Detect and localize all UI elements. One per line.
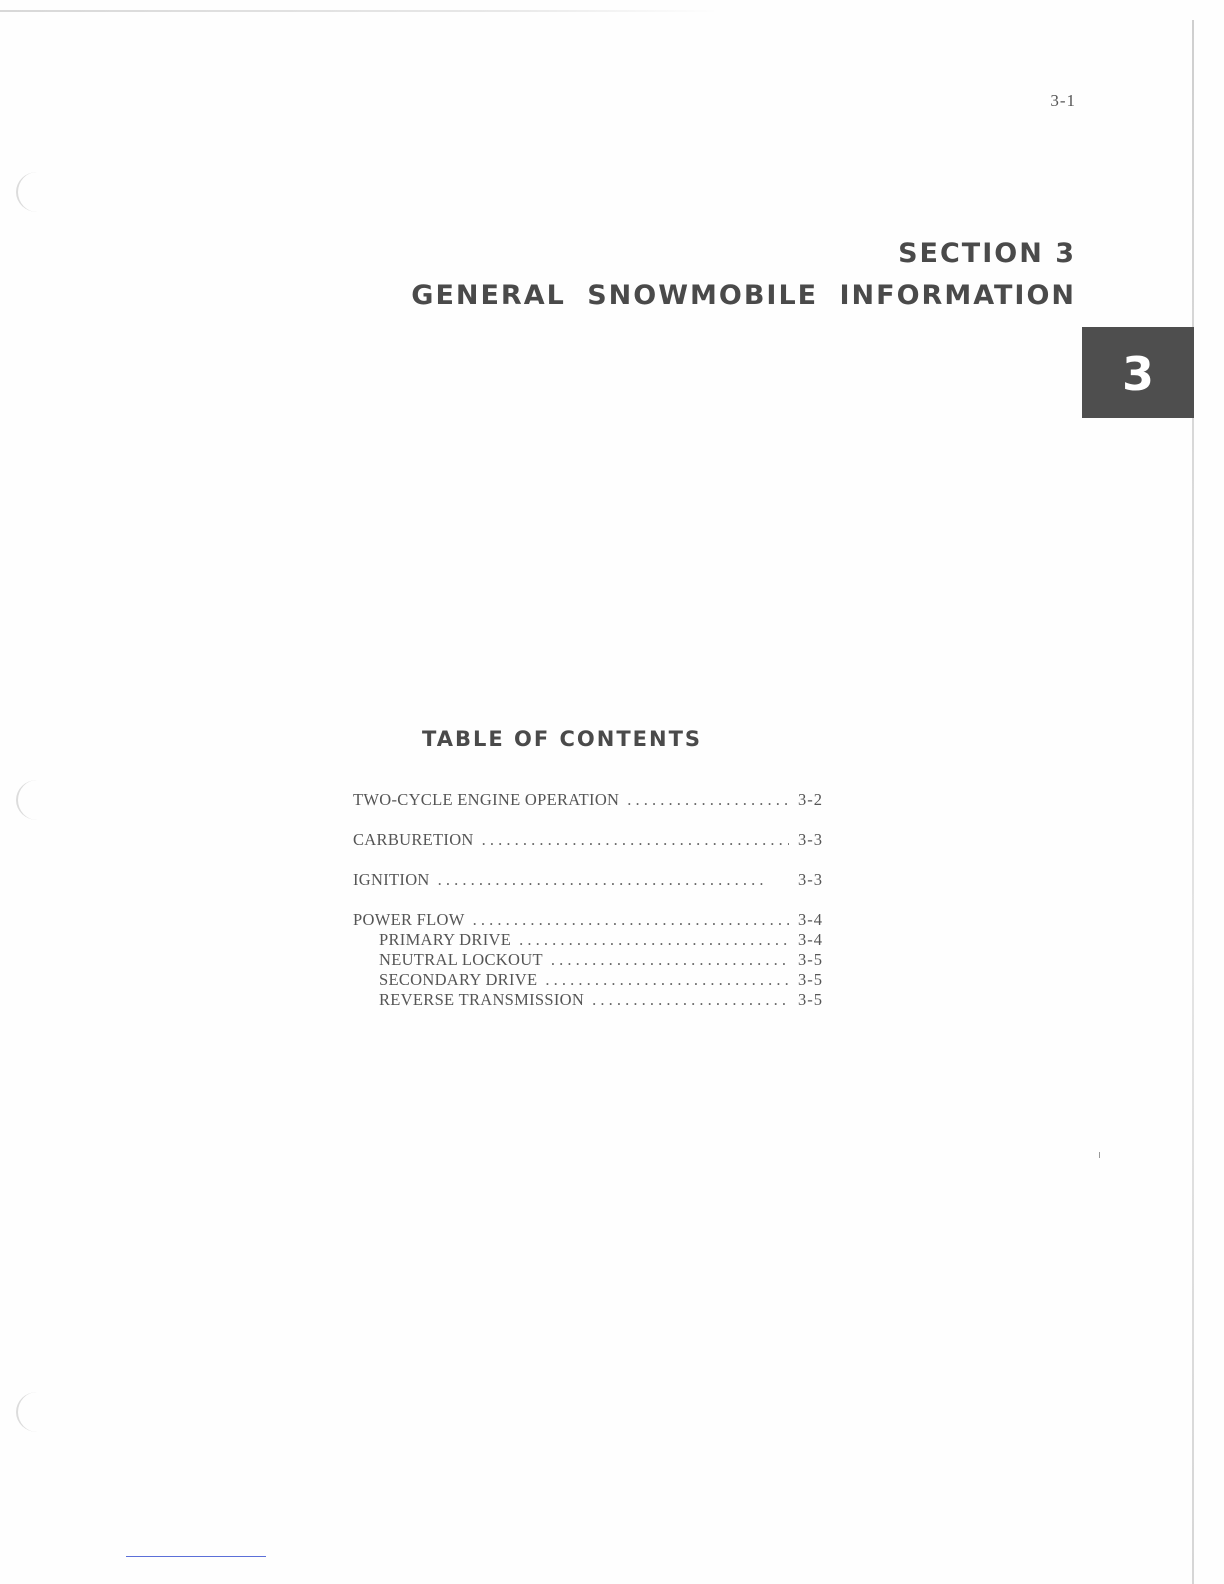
scan-speck bbox=[1099, 1152, 1100, 1158]
toc-entry-page: 3-3 bbox=[798, 870, 823, 889]
toc-dot-leader bbox=[430, 870, 789, 890]
footer-rule bbox=[126, 1556, 266, 1557]
table-of-contents bbox=[353, 790, 823, 1010]
section-tab-marker bbox=[1082, 327, 1194, 418]
toc-entry-label: SECONDARY DRIVE bbox=[379, 970, 538, 989]
toc-entry bbox=[353, 790, 823, 810]
binder-hole-icon bbox=[16, 172, 58, 212]
toc-entry-label: NEUTRAL LOCKOUT bbox=[379, 950, 543, 969]
toc-entry-page: 3-2 bbox=[798, 790, 823, 809]
toc-entry-page: 3-5 bbox=[798, 970, 823, 989]
toc-heading: TABLE OF CONTENTS bbox=[422, 727, 703, 751]
toc-entry-page: 3-4 bbox=[798, 910, 823, 929]
section-title: GENERAL SNOWMOBILE INFORMATION bbox=[411, 280, 1076, 311]
toc-dot-leader bbox=[474, 830, 789, 850]
binder-hole-icon bbox=[16, 780, 58, 820]
toc-entry-label: TWO-CYCLE ENGINE OPERATION bbox=[353, 790, 620, 809]
toc-dot-leader bbox=[511, 930, 789, 950]
toc-entry-page: 3-5 bbox=[798, 990, 823, 1009]
section-tab-number: 3 bbox=[1121, 346, 1154, 401]
section-heading: SECTION 3 bbox=[898, 238, 1076, 269]
toc-dot-leader bbox=[619, 790, 789, 810]
toc-subentry bbox=[353, 930, 823, 950]
toc-subentry bbox=[353, 990, 823, 1010]
toc-dot-leader bbox=[543, 950, 789, 970]
toc-entry-label: REVERSE TRANSMISSION bbox=[379, 990, 585, 1009]
binder-hole-icon bbox=[16, 1392, 58, 1432]
toc-entry bbox=[353, 910, 823, 930]
toc-subentry bbox=[353, 950, 823, 970]
toc-dot-leader bbox=[465, 910, 789, 930]
toc-entry bbox=[353, 870, 823, 890]
toc-entry-page: 3-3 bbox=[798, 830, 823, 849]
page-right-edge bbox=[1192, 20, 1194, 1584]
toc-entry bbox=[353, 830, 823, 850]
toc-entry-page: 3-4 bbox=[798, 930, 823, 949]
page-number: 3-1 bbox=[1050, 91, 1076, 110]
toc-dot-leader bbox=[584, 990, 789, 1010]
toc-entry-label: CARBURETION bbox=[353, 830, 474, 849]
toc-entry-label: POWER FLOW bbox=[353, 910, 465, 929]
top-edge-line bbox=[0, 10, 720, 12]
toc-dot-leader bbox=[537, 970, 789, 990]
toc-entry-label: PRIMARY DRIVE bbox=[379, 930, 512, 949]
toc-entry-page: 3-5 bbox=[798, 950, 823, 969]
toc-entry-label: IGNITION bbox=[353, 870, 430, 889]
toc-subentry bbox=[353, 970, 823, 990]
